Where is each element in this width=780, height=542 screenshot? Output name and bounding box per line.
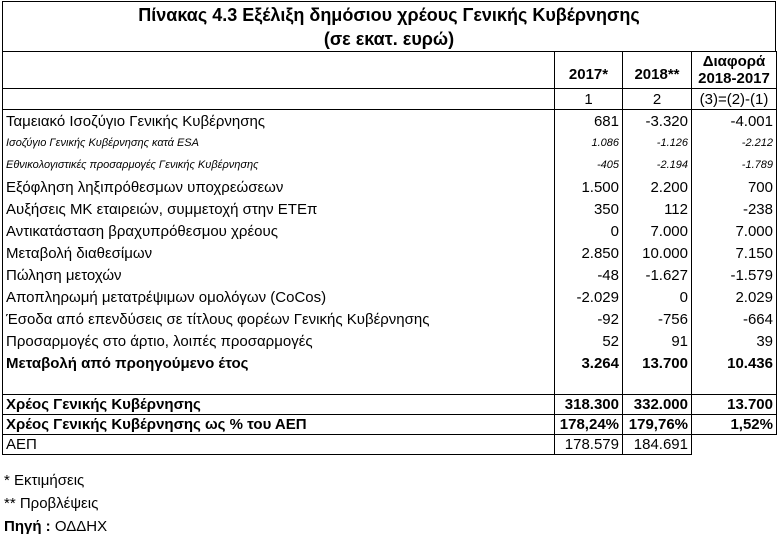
cell-2017: 0 [555, 220, 623, 242]
row-label: Προσαρμογές στο άρτιο, λοιπές προσαρμογές [3, 330, 555, 352]
cell-2018: -3.320 [623, 110, 692, 133]
table-title-block [2, 1, 776, 52]
diff-header-line1: Διαφορά [702, 53, 766, 70]
diff-header-line2: 2018-2017 [698, 70, 770, 87]
row-label: Αυξήσεις ΜΚ εταιρειών, συμμετοχή στην ΕΤΕπ [3, 198, 555, 220]
header-spacer-row [3, 52, 777, 61]
cell-diff: 13.700 [692, 395, 777, 415]
cell-2018: 332.000 [623, 395, 692, 415]
table-row [3, 132, 777, 154]
cell-diff: -1.579 [692, 264, 777, 286]
debt-table [2, 51, 777, 455]
table-row [3, 286, 777, 308]
row-label: Χρέος Γενικής Κυβέρνησης ως % του ΑΕΠ [3, 415, 555, 435]
cell-diff: -4.001 [692, 110, 777, 133]
table-row [3, 154, 777, 176]
cell-2018: 91 [623, 330, 692, 352]
header-index-row [3, 89, 777, 110]
cell-diff: 2.029 [692, 286, 777, 308]
table-row [3, 264, 777, 286]
cell-2017: -92 [555, 308, 623, 330]
cell-diff: -238 [692, 198, 777, 220]
table-row [3, 330, 777, 352]
table-row [3, 220, 777, 242]
cell-2017: 2.850 [555, 242, 623, 264]
cell-2018: 2.200 [623, 176, 692, 198]
cell-2018: 179,76% [623, 415, 692, 435]
header-2017: 2017* [555, 60, 623, 89]
footnote-estimates: * Εκτιμήσεις [4, 472, 85, 489]
cell-2018: 112 [623, 198, 692, 220]
cell-2018: -2.194 [623, 154, 692, 176]
cell-diff: 10.436 [692, 352, 777, 374]
cell-diff: -2.212 [692, 132, 777, 154]
cell-2018: -756 [623, 308, 692, 330]
row-label: Ισοζύγιο Γενικής Κυβέρνησης κατά ESA [3, 132, 555, 154]
cell-2017: -2.029 [555, 286, 623, 308]
cell-diff: -1.789 [692, 154, 777, 176]
cell-2017: 318.300 [555, 395, 623, 415]
row-label: ΑΕΠ [3, 435, 555, 455]
table-row [3, 110, 777, 133]
table-subtitle: (σε εκατ. ευρώ) [323, 29, 455, 49]
row-label: Πώληση μετοχών [3, 264, 555, 286]
spacer-row [3, 374, 777, 395]
table-title: Πίνακας 4.3 Εξέλιξη δημόσιου χρέους Γενικής Κυβέρνησης [138, 5, 640, 25]
cell-2017: 178.579 [555, 435, 623, 455]
row-label: Έσοδα από επενδύσεις σε τίτλους φορέων Γενικής Κυβέρνησης [3, 308, 555, 330]
row-label: Μεταβολή από προηγούμενο έτος [3, 352, 555, 374]
row-label: Εξόφληση ληξιπρόθεσμων υποχρεώσεων [3, 176, 555, 198]
cell-2017: 350 [555, 198, 623, 220]
cell-2017: 681 [555, 110, 623, 133]
cell-2017: 178,24% [555, 415, 623, 435]
row-label: Αντικατάσταση βραχυπρόθεσμου χρέους [3, 220, 555, 242]
table-row [3, 176, 777, 198]
index-1: 1 [555, 89, 623, 110]
cell-2017: 52 [555, 330, 623, 352]
table-row [3, 308, 777, 330]
cell-2018: 7.000 [623, 220, 692, 242]
row-label: Εθνικολογιστικές προσαρμογές Γενικής Κυβέρνησης [3, 154, 555, 176]
header-2018: 2018** [623, 60, 692, 89]
table-row [3, 198, 777, 220]
table-row-general-debt [3, 395, 777, 415]
index-3: (3)=(2)-(1) [692, 89, 777, 110]
cell-2017: 3.264 [555, 352, 623, 374]
cell-diff: -664 [692, 308, 777, 330]
diff-header-cell [692, 52, 777, 89]
cell-diff: 700 [692, 176, 777, 198]
cell-2018: -1.126 [623, 132, 692, 154]
cell-2017: 1.500 [555, 176, 623, 198]
index-2: 2 [623, 89, 692, 110]
source-label: Πηγή : [4, 518, 51, 535]
source-line [4, 515, 107, 538]
cell-diff: 1,52% [692, 415, 777, 435]
footnotes [4, 469, 107, 538]
cell-2018: 184.691 [623, 435, 692, 455]
cell-2017: -405 [555, 154, 623, 176]
row-label: Μεταβολή διαθεσίμων [3, 242, 555, 264]
cell-diff: 7.000 [692, 220, 777, 242]
table-row-total-change [3, 352, 777, 374]
cell-2017: -48 [555, 264, 623, 286]
table-row [3, 242, 777, 264]
cell-diff: 7.150 [692, 242, 777, 264]
table-row-gdp [3, 435, 777, 455]
footnote-forecasts: ** Προβλέψεις [4, 495, 99, 512]
cell-2018: 10.000 [623, 242, 692, 264]
row-label: Χρέος Γενικής Κυβέρνησης [3, 395, 555, 415]
row-label: Αποπληρωμή μετατρέψιμων ομολόγων (CoCos) [3, 286, 555, 308]
source-value: ΟΔΔΗΧ [50, 518, 108, 535]
cell-2018: 13.700 [623, 352, 692, 374]
cell-2018: 0 [623, 286, 692, 308]
table-row-debt-pct-gdp [3, 415, 777, 435]
row-label: Ταμειακό Ισοζύγιο Γενικής Κυβέρνησης [3, 110, 555, 133]
cell-2018: -1.627 [623, 264, 692, 286]
cell-diff: 39 [692, 330, 777, 352]
cell-2017: 1.086 [555, 132, 623, 154]
